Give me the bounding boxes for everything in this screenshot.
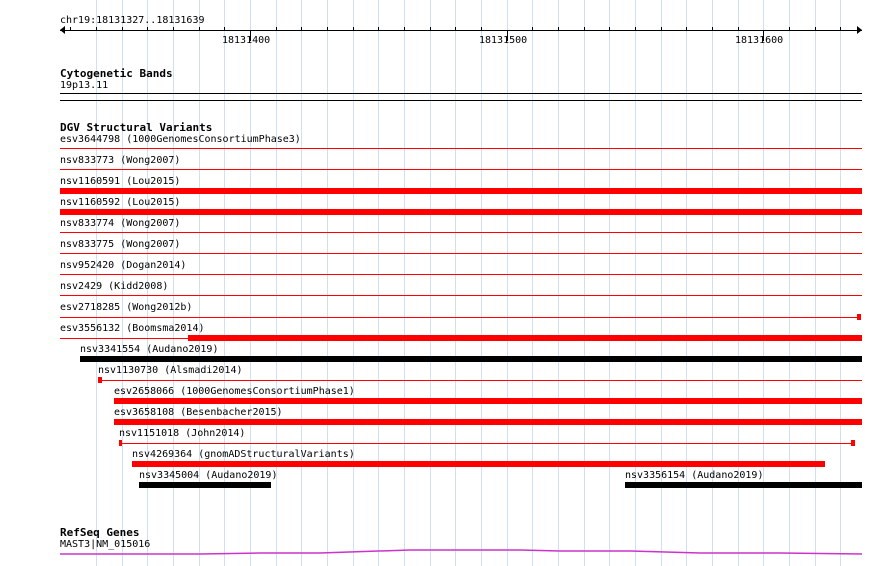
grid-line (353, 0, 354, 566)
grid-line (301, 0, 302, 566)
grid-line (481, 0, 482, 566)
ruler-minor-tick (173, 27, 174, 31)
variant-feature[interactable] (60, 317, 860, 318)
ruler-minor-tick (532, 27, 533, 31)
gene-label[interactable]: MAST3|NM_015016 (60, 539, 151, 550)
ruler-minor-tick (70, 27, 71, 31)
variant-label[interactable]: esv2718285 (Wong2012b) (60, 302, 193, 313)
variant-label[interactable]: nsv1160592 (Lou2015) (60, 197, 181, 208)
variant-label[interactable]: nsv833774 (Wong2007) (60, 218, 181, 229)
grid-line (327, 0, 328, 566)
ruler-minor-tick (609, 27, 610, 31)
ruler-minor-tick (584, 27, 585, 31)
ruler-minor-tick (404, 27, 405, 31)
variant-label[interactable]: esv3644798 (1000GenomesConsortiumPhase3) (60, 134, 301, 145)
variant-feature[interactable] (119, 443, 854, 444)
variant-label[interactable]: nsv1160591 (Lou2015) (60, 176, 181, 187)
ruler-minor-tick (122, 27, 123, 31)
variant-feature[interactable] (60, 232, 862, 233)
ruler-tick-label: 18131400 (222, 35, 271, 46)
variant-feature[interactable] (60, 148, 862, 149)
variant-feature[interactable] (625, 482, 862, 488)
ruler-minor-tick (712, 27, 713, 31)
variant-label[interactable]: esv2658066 (1000GenomesConsortiumPhase1) (114, 386, 355, 397)
ruler-minor-tick (378, 27, 379, 31)
variant-feature-start[interactable] (98, 377, 102, 383)
cytoband-line (60, 93, 862, 94)
ruler-minor-tick (738, 27, 739, 31)
grid-line (584, 0, 585, 566)
variant-feature[interactable] (98, 380, 862, 381)
ruler-minor-tick (301, 27, 302, 31)
grid-line (404, 0, 405, 566)
variant-feature[interactable] (188, 335, 862, 341)
grid-line (609, 0, 610, 566)
variant-label[interactable]: nsv833773 (Wong2007) (60, 155, 181, 166)
grid-line (558, 0, 559, 566)
variant-label[interactable]: nsv3345004 (Audano2019) (139, 470, 278, 481)
variant-feature[interactable] (60, 209, 862, 215)
variant-feature[interactable] (132, 461, 825, 467)
cytoband-track-title[interactable]: Cytogenetic Bands (60, 67, 173, 80)
dgv-track-title[interactable]: DGV Structural Variants (60, 121, 213, 134)
ruler-minor-tick (661, 27, 662, 31)
grid-line (430, 0, 431, 566)
grid-line (507, 0, 508, 566)
ruler-minor-tick (147, 27, 148, 31)
variant-feature[interactable] (60, 338, 188, 339)
gene-coverage-path (60, 550, 862, 554)
variant-feature[interactable] (60, 169, 862, 170)
refseq-track-title[interactable]: RefSeq Genes (60, 526, 140, 539)
variant-label[interactable]: nsv4269364 (gnomADStructuralVariants) (132, 449, 355, 460)
ruler-minor-tick (815, 27, 816, 31)
variant-feature[interactable] (114, 419, 862, 425)
ruler-minor-tick (327, 27, 328, 31)
ruler-minor-tick (840, 27, 841, 31)
grid-line (378, 0, 379, 566)
ruler-minor-tick (455, 27, 456, 31)
grid-line (455, 0, 456, 566)
ruler-minor-tick (481, 27, 482, 31)
variant-label[interactable]: nsv833775 (Wong2007) (60, 239, 181, 250)
location-label: chr19:18131327..18131639 (60, 15, 205, 26)
grid-line (532, 0, 533, 566)
variant-label[interactable]: nsv3356154 (Audano2019) (625, 470, 764, 481)
variant-label[interactable]: nsv952420 (Dogan2014) (60, 260, 187, 271)
variant-label[interactable]: nsv1151018 (John2014) (119, 428, 246, 439)
cytoband-label[interactable]: 19p13.11 (60, 80, 109, 91)
variant-feature-end[interactable] (851, 440, 855, 446)
variant-feature[interactable] (60, 253, 862, 254)
variant-feature[interactable] (80, 356, 862, 362)
variant-label[interactable]: nsv3341554 (Audano2019) (80, 344, 219, 355)
variant-label[interactable]: nsv2429 (Kidd2008) (60, 281, 169, 292)
variant-feature[interactable] (139, 482, 271, 488)
ruler-minor-tick (430, 27, 431, 31)
gene-coverage-line[interactable] (0, 540, 890, 560)
ruler-minor-tick (635, 27, 636, 31)
ruler-line (60, 30, 862, 31)
ruler-minor-tick (789, 27, 790, 31)
ruler-minor-tick (276, 27, 277, 31)
ruler-minor-tick (96, 27, 97, 31)
ruler-minor-tick (224, 27, 225, 31)
cytoband-line (60, 100, 862, 101)
ruler-tick-label: 18131500 (479, 35, 528, 46)
ruler-tick-label: 18131600 (735, 35, 784, 46)
variant-feature[interactable] (60, 188, 862, 194)
variant-label[interactable]: esv3658108 (Besenbacher2015) (114, 407, 283, 418)
variant-feature[interactable] (60, 274, 862, 275)
variant-feature[interactable] (114, 398, 862, 404)
ruler-minor-tick (558, 27, 559, 31)
ruler-minor-tick (199, 27, 200, 31)
variant-label[interactable]: esv3556132 (Boomsma2014) (60, 323, 205, 334)
variant-feature-end[interactable] (857, 314, 861, 320)
variant-feature[interactable] (60, 295, 862, 296)
ruler-minor-tick (353, 27, 354, 31)
scroll-right-arrow-icon[interactable] (857, 26, 862, 34)
ruler-minor-tick (686, 27, 687, 31)
variant-label[interactable]: nsv1130730 (Alsmadi2014) (98, 365, 243, 376)
